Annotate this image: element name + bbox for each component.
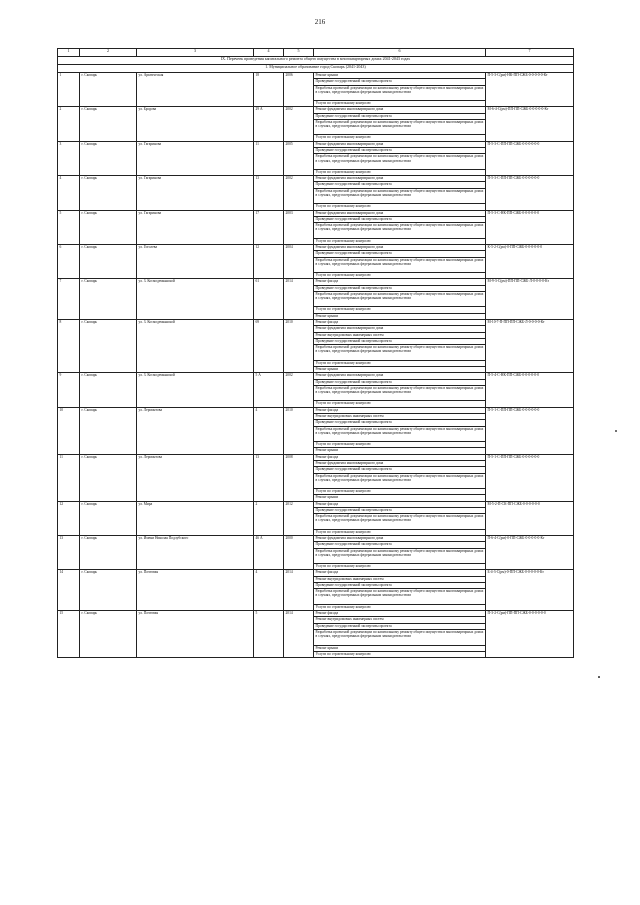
row-number: 14 <box>58 570 80 611</box>
work-type-cell: Ремонт внутридомовых инженерных систем <box>314 332 486 338</box>
city-cell: г. Скопарь <box>80 107 137 141</box>
city-cell: г. Скопарь <box>80 501 137 535</box>
work-type-cell: Проведение государственной экспертизы проекта <box>314 583 486 589</box>
work-type-cell: Разработка проектной документации по капитальному ремонту общего имущества в многоквартирных домах в случаях, предусмотренных федеральным законодательством <box>314 473 486 489</box>
year-cell: 2000 <box>284 536 314 570</box>
row-number: 8 <box>58 320 80 373</box>
house-number-cell: 18 <box>254 73 284 107</box>
house-number-cell: 13 <box>254 454 284 501</box>
row-number: 4 <box>58 176 80 210</box>
work-type-cell: Ремонт фундамента многоквартирного дома <box>314 210 486 216</box>
house-number-cell: 13 <box>254 176 284 210</box>
city-cell: г. Скопарь <box>80 176 137 210</box>
row-number: 12 <box>58 501 80 535</box>
house-number-cell: 4 <box>254 570 284 611</box>
column-number-cell: 4 <box>254 49 284 57</box>
city-cell: г. Скопарь <box>80 373 137 407</box>
city-cell: г. Скопарь <box>80 73 137 107</box>
subsection-row <box>58 65 574 73</box>
work-type-cell: Ремонт фундамента многоквартирного дома <box>314 326 486 332</box>
street-cell: ул. Гоголева <box>137 244 254 278</box>
house-number-cell: 29 А <box>254 107 284 141</box>
work-type-cell: Разработка проектной документации по капитальному ремонту общего имущества в многоквартирных домах в случаях, предусмотренных федеральным законодательством <box>314 85 486 101</box>
page-number: 216 <box>314 18 326 26</box>
work-type-cell: Разработка проектной документации по капитальному ремонту общего имущества в многоквартирных домах в случаях, предусмотренных федеральным законодательством <box>314 589 486 605</box>
section-title: IX. Перечень проведения капитального ремонта общего имущества в многоквартирных домах 2041-2043 годах <box>58 57 574 65</box>
work-type-cell: Ремонт фундамента многоквартирного дома <box>314 107 486 113</box>
work-type-cell: Услуги по строительному контролю <box>314 489 486 495</box>
house-number-cell: 61 <box>254 279 284 320</box>
year-cell: 2012 <box>284 501 314 535</box>
work-type-cell: Проведение государственной экспертизы проекта <box>314 285 486 291</box>
house-number-cell: 17 <box>254 210 284 244</box>
year-cell: 2006 <box>284 73 314 107</box>
street-cell: ул. Гагаринова <box>137 210 254 244</box>
row-number: 5 <box>58 210 80 244</box>
work-type-cell: Ремонт фундамента многоквартирного дома <box>314 244 486 250</box>
house-number-cell: 4 <box>254 407 284 454</box>
city-cell: г. Скопарь <box>80 210 137 244</box>
building-code-cell: К-5-2-С(рм)-0-ПП-СЖБ-0-0-0-0-0-0 <box>486 244 574 278</box>
house-number-cell: 46 А <box>254 536 284 570</box>
column-number-cell: 6 <box>314 49 486 57</box>
work-type-cell: Проведение государственной экспертизы проекта <box>314 216 486 222</box>
row-number: 6 <box>58 244 80 278</box>
work-type-cell: Разработка проектной документации по капитальному ремонту общего имущества в многоквартирных домах в случаях, предусмотренных федеральным законодательством <box>314 257 486 273</box>
city-cell: г. Скопарь <box>80 570 137 611</box>
street-cell: ул. Бродова <box>137 107 254 141</box>
year-cell: 2005 <box>284 141 314 175</box>
work-type-cell: Услуги по строительному контролю <box>314 169 486 175</box>
year-cell: 2002 <box>284 176 314 210</box>
street-cell: ул. Почтовая <box>137 611 254 658</box>
building-code-cell: П-5-3-С-НК-ПП-СЖБ-0-0-0-0-0-0 <box>486 210 574 244</box>
work-type-cell: Проведение государственной экспертизы проекта <box>314 148 486 154</box>
work-type-cell: Услуги по строительному контролю <box>314 529 486 535</box>
year-cell: 2004 <box>284 244 314 278</box>
city-cell: г. Скопарь <box>80 244 137 278</box>
work-type-cell: Ремонт внутридомовых инженерных систем <box>314 617 486 623</box>
city-cell: г. Скопарь <box>80 407 137 454</box>
street-cell: ул. Имени Николая Подлубского <box>137 536 254 570</box>
building-code-cell: П-6-4-С(рм)-0-ПП-СЖБ-0-0-0-0-0-Кт <box>486 536 574 570</box>
work-type-cell: Проведение государственной экспертизы проекта <box>314 379 486 385</box>
work-type-cell: Услуги по строительному контролю <box>314 442 486 448</box>
work-type-cell: Разработка проектной документации по капитальному ремонту общего имущества в многоквартирных домах в случаях, предусмотренных федеральным законодательством <box>314 630 486 646</box>
row-number: 3 <box>58 141 80 175</box>
street-cell: ул. Лермонтова <box>137 407 254 454</box>
row-number: 9 <box>58 373 80 407</box>
year-cell: 2003 <box>284 210 314 244</box>
row-number: 15 <box>58 611 80 658</box>
work-type-cell: Разработка проектной документации по капитальному ремонту общего имущества в многоквартирных домах в случаях, предусмотренных федеральным законодательством <box>314 345 486 361</box>
work-type-cell: Услуги по строительному контролю <box>314 101 486 107</box>
house-number-cell: 11 <box>254 141 284 175</box>
street-cell: ул. Гагаринова <box>137 141 254 175</box>
building-code-cell: П-3-2-С(рм)-ПП-ПП-СЖБ-0-0-0-0-0-0 <box>486 611 574 658</box>
year-cell: 2010 <box>284 407 314 454</box>
section-row <box>58 57 574 65</box>
building-code-cell: П-5-1-С-ПП-ПП-СЖБ-0-0-0-0-0-0 <box>486 407 574 454</box>
work-type-cell: Услуги по строительному контролю <box>314 238 486 244</box>
work-type-cell: Ремонт фасада <box>314 611 486 617</box>
work-type-cell: Ремонт крыши <box>314 495 486 501</box>
work-type-cell: Ремонт фасада <box>314 454 486 460</box>
work-type-cell: Проведение государственной экспертизы проекта <box>314 113 486 119</box>
city-cell: г. Скопарь <box>80 141 137 175</box>
house-number-cell: 69 <box>254 320 284 373</box>
work-type-cell: Ремонт фасада <box>314 407 486 413</box>
building-code-cell: П-5-1-С-ПП-ПП-СЖБ-0-0-0-0-0-0 <box>486 454 574 501</box>
scan-speck <box>615 430 617 432</box>
work-type-cell: Услуги по строительному контролю <box>314 135 486 141</box>
work-type-cell: Ремонт фасада <box>314 320 486 326</box>
work-type-cell: Проведение государственной экспертизы проекта <box>314 338 486 344</box>
work-type-cell: Услуги по строительному контролю <box>314 204 486 210</box>
year-cell: 2014 <box>284 279 314 320</box>
work-type-cell: Ремонт крыши <box>314 367 486 373</box>
year-cell: 2008 <box>284 454 314 501</box>
work-type-cell: Разработка проектной документации по капитальному ремонту общего имущества в многоквартирных домах в случаях, предусмотренных федеральным законодательством <box>314 548 486 564</box>
work-type-cell: Ремонт внутридомовых инженерных систем <box>314 414 486 420</box>
work-type-cell: Проведение государственной экспертизы проекта <box>314 507 486 513</box>
building-code-cell: П-5-3-С-ПП-ПП-СЖБ-0-0-0-0-0-0 <box>486 141 574 175</box>
house-number-cell: 12 <box>254 244 284 278</box>
column-number-cell: 7 <box>486 49 574 57</box>
year-cell: 2002 <box>284 373 314 407</box>
work-type-cell: Услуги по строительному контролю <box>314 604 486 610</box>
work-type-cell: Ремонт фасада <box>314 279 486 285</box>
column-number-cell: 2 <box>80 49 137 57</box>
street-cell: ул. 3. Космодемьянской <box>137 320 254 373</box>
house-number-cell: 2 <box>254 501 284 535</box>
work-type-cell: Ремонт фундамента многоквартирного дома <box>314 373 486 379</box>
work-type-cell: Проведение государственной экспертизы проекта <box>314 182 486 188</box>
street-cell: ул. Лермонтова <box>137 454 254 501</box>
work-type-cell: Ремонт крыши <box>314 645 486 651</box>
building-code-cell: П-5-3-С-ПП-ПП-СЖБ-0-0-0-0-0-0 <box>486 176 574 210</box>
work-type-cell: Ремонт фундамента многоквартирного дома <box>314 176 486 182</box>
column-number-cell: 1 <box>58 49 80 57</box>
street-cell: ул. 3. Космодемьянской <box>137 279 254 320</box>
building-code-cell: Б-4-3-С(рм)-0-ПП-СЖБ-0-0-0-0-0-Кт <box>486 570 574 611</box>
work-type-cell: Разработка проектной документации по капитальному ремонту общего имущества в многоквартирных домах в случаях, предусмотренных федеральным законодательством <box>314 291 486 307</box>
work-type-cell: Проведение государственной экспертизы проекта <box>314 420 486 426</box>
city-cell: г. Скопарь <box>80 454 137 501</box>
work-type-cell: Ремонт крыши <box>314 313 486 319</box>
city-cell: г. Скопарь <box>80 320 137 373</box>
work-type-cell: Проведение государственной экспертизы проекта <box>314 251 486 257</box>
street-cell: ул. 3. Космодемьянской <box>137 373 254 407</box>
work-type-cell: Разработка проектной документации по капитальному ремонту общего имущества в многоквартирных домах в случаях, предусмотренных федеральным законодательством <box>314 188 486 204</box>
house-number-cell: 5 <box>254 611 284 658</box>
work-type-cell: Проведение государственной экспертизы проекта <box>314 467 486 473</box>
city-cell: г. Скопарь <box>80 611 137 658</box>
building-code-cell: М-6-4-С(рм)-ПП-ПП-СЖБ-0-0-0-0-0-Кт <box>486 107 574 141</box>
street-cell: ул. Почтовая <box>137 570 254 611</box>
column-header-row <box>58 49 574 57</box>
work-type-cell: Ремонт фундамента многоквартирного дома <box>314 141 486 147</box>
work-type-cell: Разработка проектной документации по капитальному ремонту общего имущества в многоквартирных домах в случаях, предусмотренных федеральным законодательством <box>314 223 486 239</box>
work-type-cell: Проведение государственной экспертизы проекта <box>314 542 486 548</box>
work-type-cell: Услуги по строительному контролю <box>314 651 486 657</box>
repair-plan-table <box>57 48 574 658</box>
work-type-cell: Ремонт крыши <box>314 73 486 79</box>
building-code-cell: М-9-3-С(рм)-ПП-ПП-СЖБ-Л-0-0-0-0-Кт <box>486 279 574 320</box>
work-type-cell: Проведение государственной экспертизы проекта <box>314 623 486 629</box>
row-number: 13 <box>58 536 80 570</box>
work-type-cell: Услуги по строительному контролю <box>314 401 486 407</box>
year-cell: 2010 <box>284 320 314 373</box>
work-type-cell: Услуги по строительному контролю <box>314 564 486 570</box>
row-number: 2 <box>58 107 80 141</box>
work-type-cell: Разработка проектной документации по капитальному ремонту общего имущества в многоквартирных домах в случаях, предусмотренных федеральным законодательством <box>314 119 486 135</box>
house-number-cell: 5 А <box>254 373 284 407</box>
year-cell: 2014 <box>284 611 314 658</box>
year-cell: 2014 <box>284 570 314 611</box>
work-type-cell: Услуги по строительному контролю <box>314 273 486 279</box>
row-number: 10 <box>58 407 80 454</box>
building-code-cell: П-5-3-С(рм)-НК-ПП-СЖБ-0-0-0-0-0-Кт <box>486 73 574 107</box>
work-type-cell: Услуги по строительному контролю <box>314 307 486 313</box>
work-type-cell: Ремонт крыши <box>314 448 486 454</box>
work-type-cell: Ремонт фундамента многоквартирного дома <box>314 536 486 542</box>
year-cell: 2002 <box>284 107 314 141</box>
work-type-cell: Разработка проектной документации по капитальному ремонту общего имущества в многоквартирных домах в случаях, предусмотренных федеральным законодательством <box>314 514 486 530</box>
row-number: 7 <box>58 279 80 320</box>
column-number-cell: 3 <box>137 49 254 57</box>
street-cell: ул. Гагаринова <box>137 176 254 210</box>
work-type-cell: Ремонт фасада <box>314 501 486 507</box>
work-type-cell: Разработка проектной документации по капитальному ремонту общего имущества в многоквартирных домах в случаях, предусмотренных федеральным законодательством <box>314 385 486 401</box>
work-type-cell: Ремонт фасада <box>314 570 486 576</box>
work-type-cell: Проведение государственной экспертизы проекта <box>314 79 486 85</box>
work-type-cell: Разработка проектной документации по капитальному ремонту общего имущества в многоквартирных домах в случаях, предусмотренных федеральным законодательством <box>314 426 486 442</box>
scan-speck <box>598 676 600 678</box>
street-cell: ул. Мира <box>137 501 254 535</box>
work-type-cell: Ремонт фундамента многоквартирного дома <box>314 460 486 466</box>
subsection-title: 1. Муниципальное образование город Скопарь (2041-2043) <box>58 65 574 73</box>
city-cell: г. Скопарь <box>80 536 137 570</box>
work-type-cell: Ремонт внутридомовых инженерных систем <box>314 576 486 582</box>
building-code-cell: М-5-2-П-СК-ПП-СЖБ-0-0-0-0-0-0 <box>486 501 574 535</box>
building-code-cell: П-5-4-С-НК-ПП-СЖБ-0-0-0-0-0-0 <box>486 373 574 407</box>
row-number: 11 <box>58 454 80 501</box>
work-type-cell: Услуги по строительному контролю <box>314 360 486 366</box>
work-type-cell: Разработка проектной документации по капитальному ремонту общего имущества в многоквартирных домах в случаях, предусмотренных федеральным законодательством <box>314 154 486 170</box>
row-number: 1 <box>58 73 80 107</box>
city-cell: г. Скопарь <box>80 279 137 320</box>
building-code-cell: М-10-7-П-ПП-ПП-СЖБ-Л-0-0-0-0-Кт <box>486 320 574 373</box>
column-number-cell: 5 <box>284 49 314 57</box>
street-cell: ул. Арктическая <box>137 73 254 107</box>
